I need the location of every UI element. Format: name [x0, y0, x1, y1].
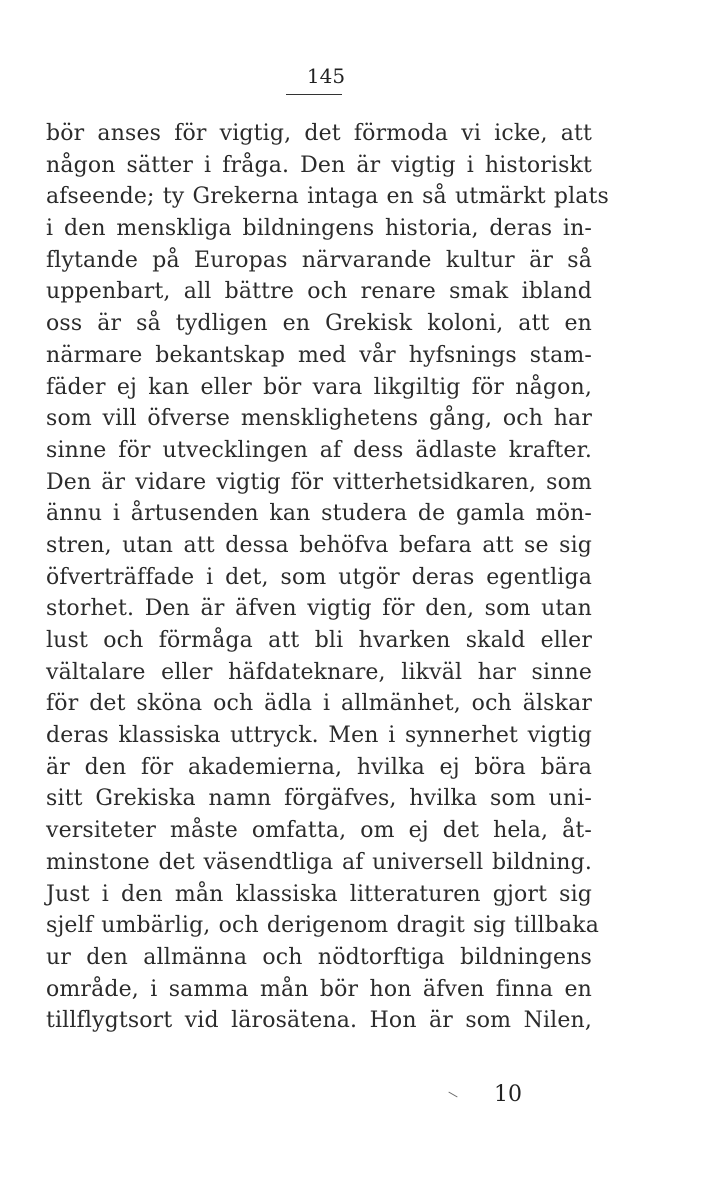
text-line: stren, utan att dessa behöfva befara att se sig: [46, 532, 592, 558]
text-line: i den menskliga bildningens historia, deras in-: [46, 216, 592, 242]
text-line: område, i samma mån bör hon äfven finna en: [46, 976, 592, 1002]
header-rule: [286, 94, 342, 95]
text-line: bör anses för vigtig, det förmoda vi icke, att: [46, 121, 592, 146]
signature-mark: 10: [494, 1082, 522, 1107]
text-line: storhet. Den är äfven vigtig för den, som utan: [46, 596, 592, 622]
text-line: är den för akademierna, hvilka ej böra bära: [46, 754, 592, 780]
print-mark: [448, 1092, 457, 1098]
text-line: sinne för utvecklingen af dess ädlaste krafter.: [46, 437, 592, 463]
text-line: öfverträffade i det, som utgör deras egentliga: [46, 564, 592, 590]
text-line: sitt Grekiska namn förgäfves, hvilka som uni-: [46, 786, 592, 812]
page-number: 145: [306, 64, 346, 88]
text-line: uppenbart, all bättre och renare smak ibland: [46, 279, 592, 305]
text-line: afseende; ty Grekerna intaga en så utmärkt plats: [46, 184, 609, 210]
text-line: Just i den mån klassiska litteraturen gjort sig: [46, 881, 592, 907]
text-line: som vill öfverse mensklighetens gång, och har: [46, 406, 592, 432]
text-line: närmare bekantskap med vår hyfsnings stam-: [46, 342, 592, 368]
text-line: ännu i årtusenden kan studera de gamla mön-: [46, 501, 592, 527]
text-line: Den är vidare vigtig för vitterhetsidkaren, som: [46, 469, 592, 495]
text-line: flytande på Europas närvarande kultur är så: [46, 247, 592, 273]
text-line: deras klassiska uttryck. Men i synnerhet vigtig: [46, 723, 592, 749]
text-line: fäder ej kan eller bör vara likgiltig för någon,: [46, 374, 592, 400]
text-line: vältalare eller häfdateknare, likväl har sinne: [46, 659, 592, 685]
text-line: någon sätter i fråga. Den är vigtig i historiskt: [46, 152, 592, 178]
text-line: versiteter måste omfatta, om ej det hela, åt-: [46, 818, 592, 844]
text-line: sjelf umbärlig, och derigenom dragit sig tillbaka: [46, 913, 599, 939]
text-line: ur den allmänna och nödtorftiga bildningens: [46, 944, 592, 970]
text-line: tillflygtsort vid lärosätena. Hon är som Nilen,: [46, 1008, 592, 1034]
text-line: lust och förmåga att bli hvarken skald eller: [46, 628, 592, 653]
text-line: oss är så tydligen en Grekisk koloni, att en: [46, 311, 592, 337]
text-line: minstone det väsendtliga af universell bildning.: [46, 849, 592, 875]
body-text: [46, 118, 609, 1037]
text-line: för det sköna och ädla i allmänhet, och älskar: [46, 691, 592, 717]
